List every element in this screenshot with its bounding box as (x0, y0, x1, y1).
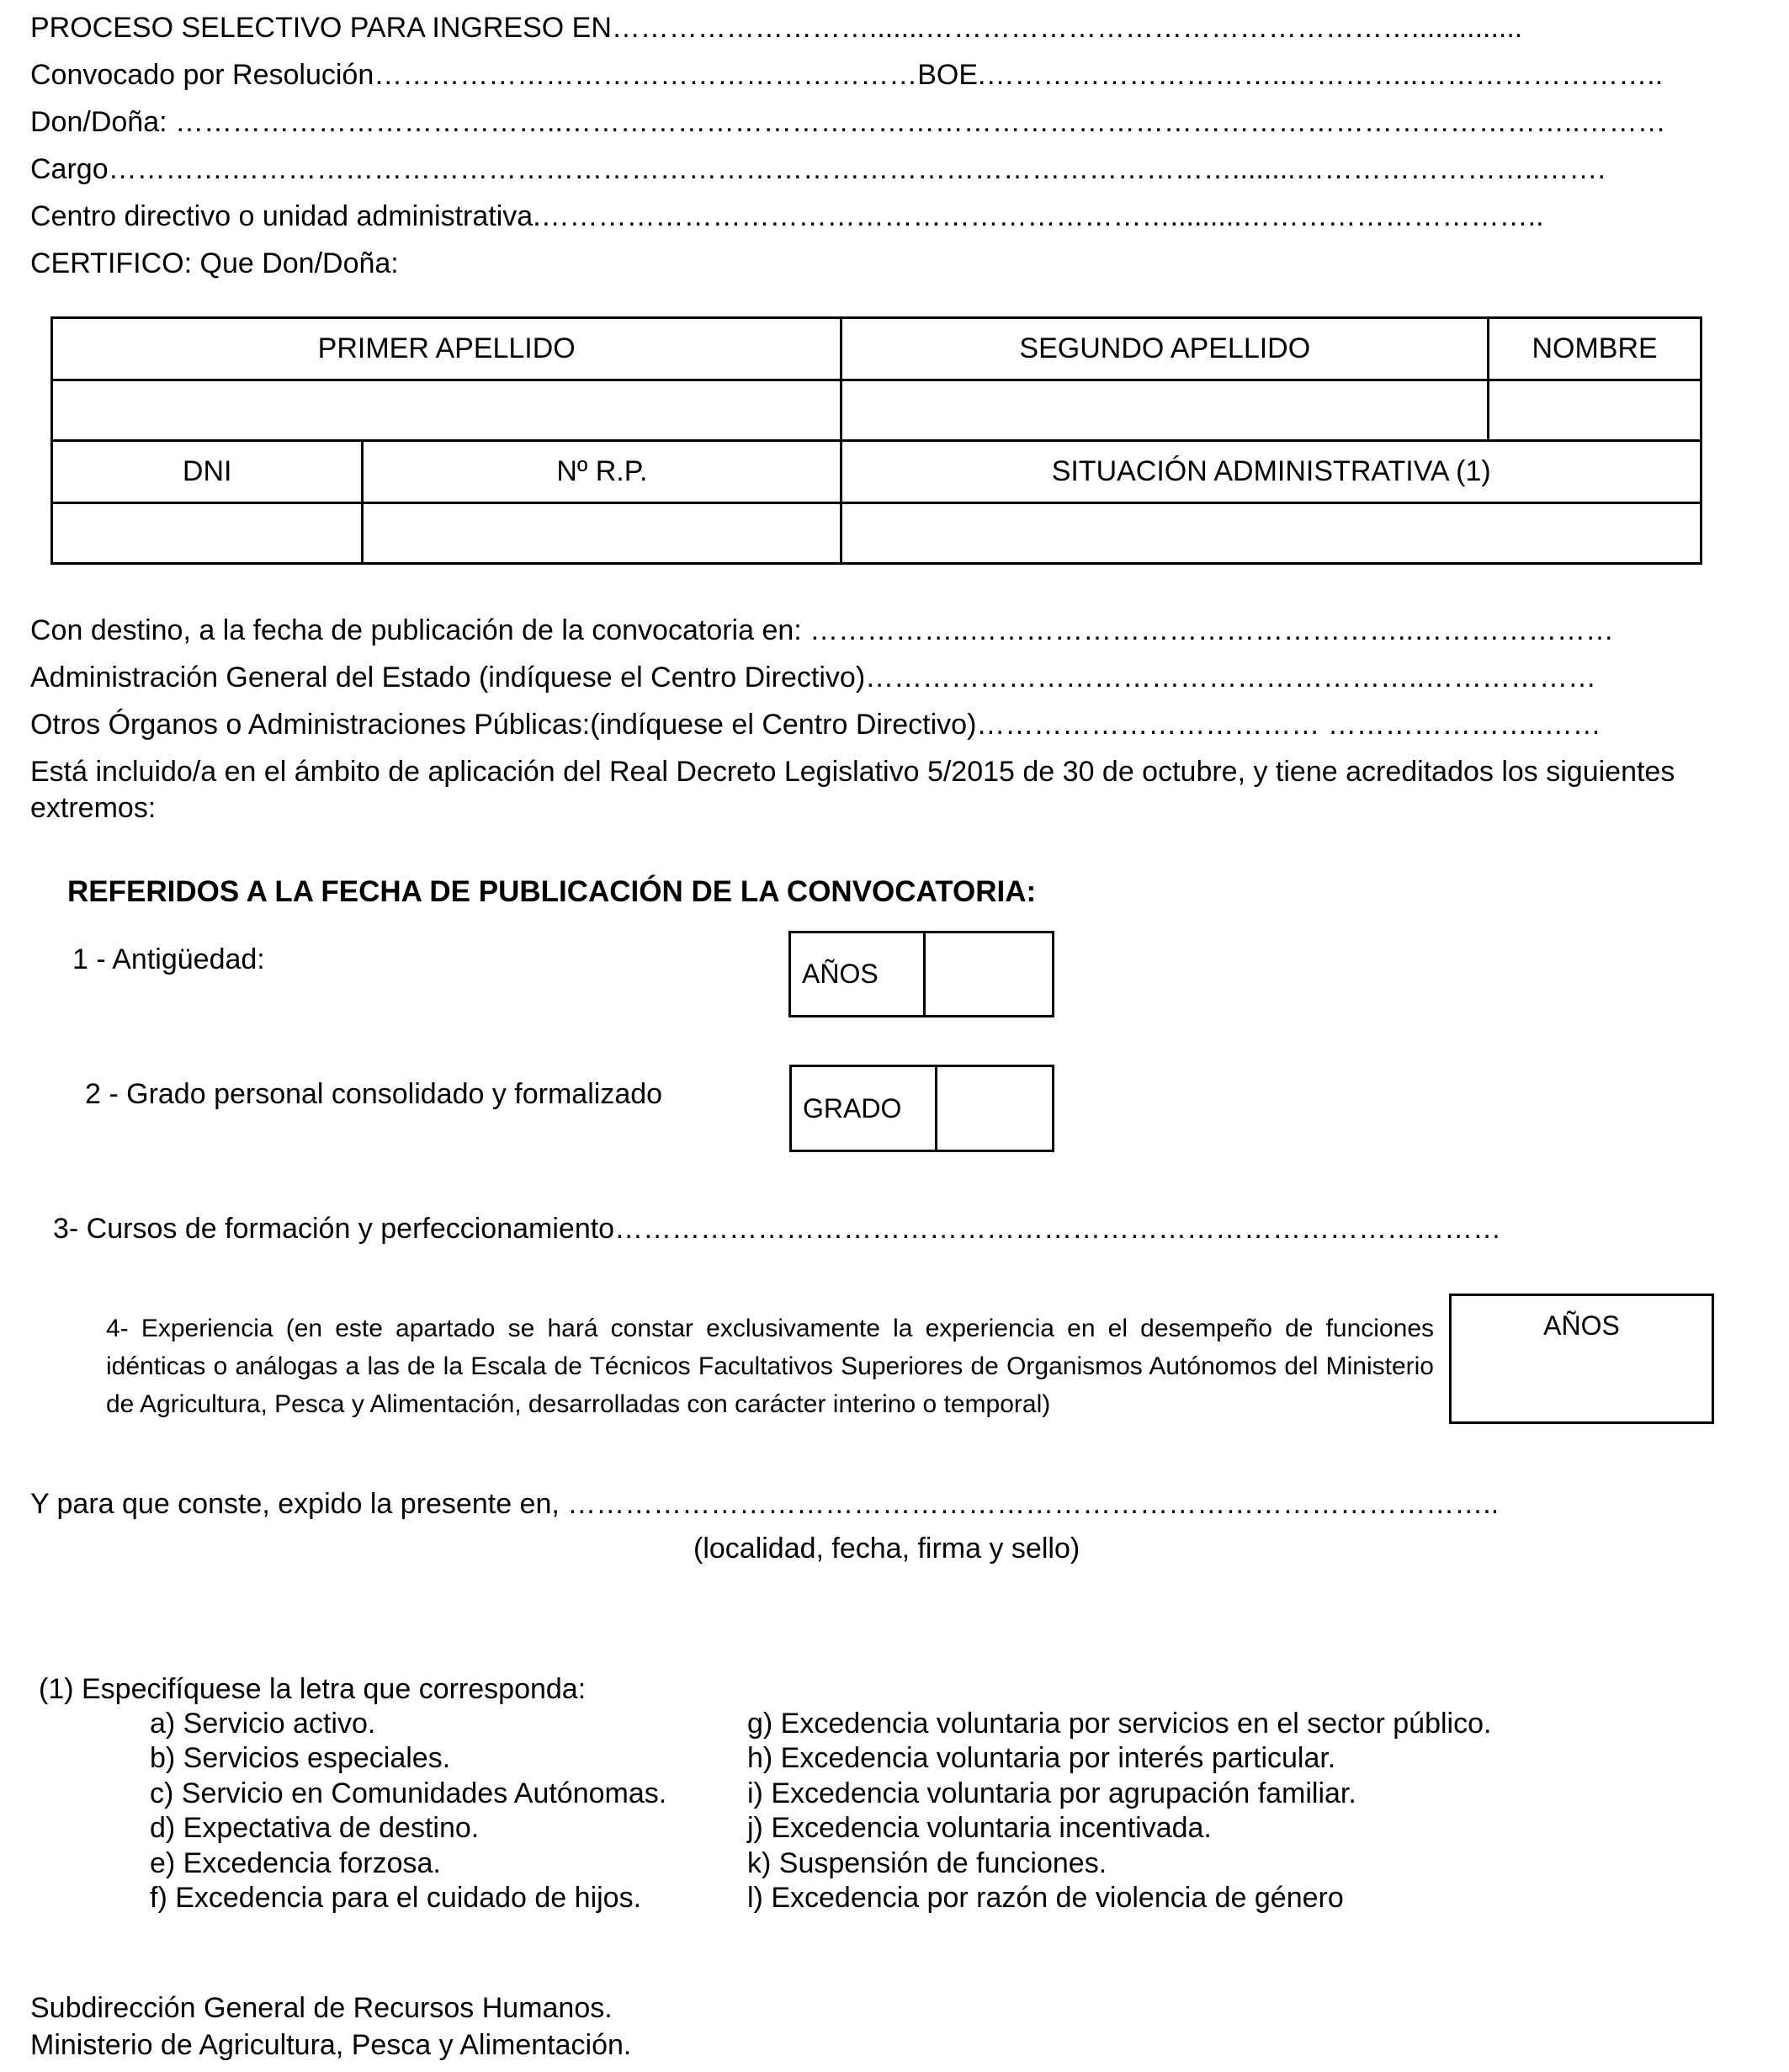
header-line-proceso: PROCESO SELECTIVO PARA INGRESO EN……………………….......…………………………………………….............. (30, 12, 1523, 44)
header-nrp: Nº R.P. (363, 441, 841, 503)
footnote-right-item: i) Excedencia voluntaria por agrupación familiar. (747, 1777, 1356, 1809)
header-line-cargo: Cargo………….……………………………………………………………………………………………........……………………..……. (30, 153, 1606, 185)
header-dni: DNI (52, 441, 363, 503)
header-line-convocado: Convocado por Resolución…………………………………………………BOE.…………………………..…………..…………………….. (30, 59, 1664, 91)
experiencia-anos-label: AÑOS (1543, 1310, 1620, 1341)
antiguedad-box (788, 931, 1054, 1017)
header-line-certifico: CERTIFICO: Que Don/Doña: (30, 247, 399, 279)
antiguedad-anos-label: AÑOS (791, 933, 926, 1015)
footnote-left-item: f) Excedencia para el cuidado de hijos. (150, 1882, 642, 1914)
antiguedad-anos-field[interactable] (926, 933, 1052, 1015)
grado-box (789, 1065, 1054, 1152)
conste-note: (localidad, fecha, firma y sello) (693, 1533, 1080, 1565)
destino-line: Con destino, a la fecha de publicación de la convocatoria en: ……………..………………………………………..………………… (30, 614, 1614, 646)
grado-label: GRADO (792, 1067, 937, 1150)
signature-subdireccion: Subdirección General de Recursos Humanos. (30, 1992, 613, 2024)
footnote-title: (1) Especifíquese la letra que corresponda: (39, 1673, 587, 1705)
header-line-don-dona: Don/Doña: …………………………………..……………………………………………………………………………………………..……… (30, 106, 1666, 138)
grado-field[interactable] (937, 1067, 1052, 1150)
footnote-left-item: b) Servicios especiales. (150, 1742, 451, 1774)
header-situacion: SITUACIÓN ADMINISTRATIVA (1) (841, 441, 1701, 503)
referidos-heading: REFERIDOS A LA FECHA DE PUBLICACIÓN DE LA CONVOCATORIA: (67, 875, 1037, 908)
age-line: Administración General del Estado (indíquese el Centro Directivo)…………………………………………………..……………… (30, 661, 1597, 693)
footnote-right-item: l) Excedencia por razón de violencia de género (747, 1882, 1344, 1914)
header-nombre: NOMBRE (1489, 318, 1701, 380)
footnote-left-item: e) Excedencia forzosa. (150, 1847, 441, 1879)
item-experiencia-text: 4- Experiencia (en este apartado se hará constar exclusivamente la experiencia en el desempeño de funciones idénticas o análogas a las de la Escala de Técnicos Facultativos Superiores de Organismos Autónomos del Ministerio de Agricultura, Pesca y Alimentación, desarrolladas con carácter interino o temporal) (106, 1315, 1434, 1418)
field-situacion[interactable] (841, 503, 1701, 564)
extremos-line: extremos: (30, 792, 157, 824)
otros-organos-line: Otros Órganos o Administraciones Públicas:(indíquese el Centro Directivo)……………………………… …………………..…… (30, 709, 1601, 741)
footnote-right-item: h) Excedencia voluntaria por interés particular. (747, 1742, 1336, 1774)
header-line-centro: Centro directivo o unidad administrativa.………………………………………………………….........………………………….. (30, 200, 1544, 232)
footnote-right-item: g) Excedencia voluntaria por servicios en el sector público. (747, 1708, 1492, 1740)
footnote-left-item: d) Expectativa de destino. (150, 1812, 480, 1844)
field-primer-apellido[interactable] (52, 380, 841, 441)
field-dni[interactable] (52, 503, 363, 564)
field-nombre[interactable] (1489, 380, 1701, 441)
field-segundo-apellido[interactable] (841, 380, 1489, 441)
header-primer-apellido: PRIMER APELLIDO (52, 318, 841, 380)
conste-line: Y para que conste, expido la presente en, …………………………………………………………………………………….. (30, 1488, 1500, 1520)
footnote-right-item: k) Suspensión de funciones. (747, 1847, 1107, 1879)
signature-ministerio: Ministerio de Agricultura, Pesca y Alimentación. (30, 2029, 632, 2061)
identity-table (50, 316, 1702, 565)
header-segundo-apellido: SEGUNDO APELLIDO (841, 318, 1489, 380)
footnote-left-item: c) Servicio en Comunidades Autónomas. (150, 1777, 667, 1809)
field-nrp[interactable] (363, 503, 841, 564)
footnote-left-item: a) Servicio activo. (150, 1708, 376, 1740)
experiencia-box[interactable] (1449, 1294, 1714, 1424)
item-cursos-line: 3- Cursos de formación y perfeccionamiento………………………………………………………………………………… (53, 1213, 1502, 1245)
ambito-line: Está incluido/a en el ámbito de aplicación del Real Decreto Legislativo 5/2015 de 30 de octubre, y tiene acreditados los siguientes (30, 756, 1675, 788)
item-antiguedad-label: 1 - Antigüedad: (72, 943, 265, 975)
item-grado-label: 2 - Grado personal consolidado y formalizado (85, 1078, 663, 1110)
footnote-right-item: j) Excedencia voluntaria incentivada. (747, 1812, 1212, 1844)
